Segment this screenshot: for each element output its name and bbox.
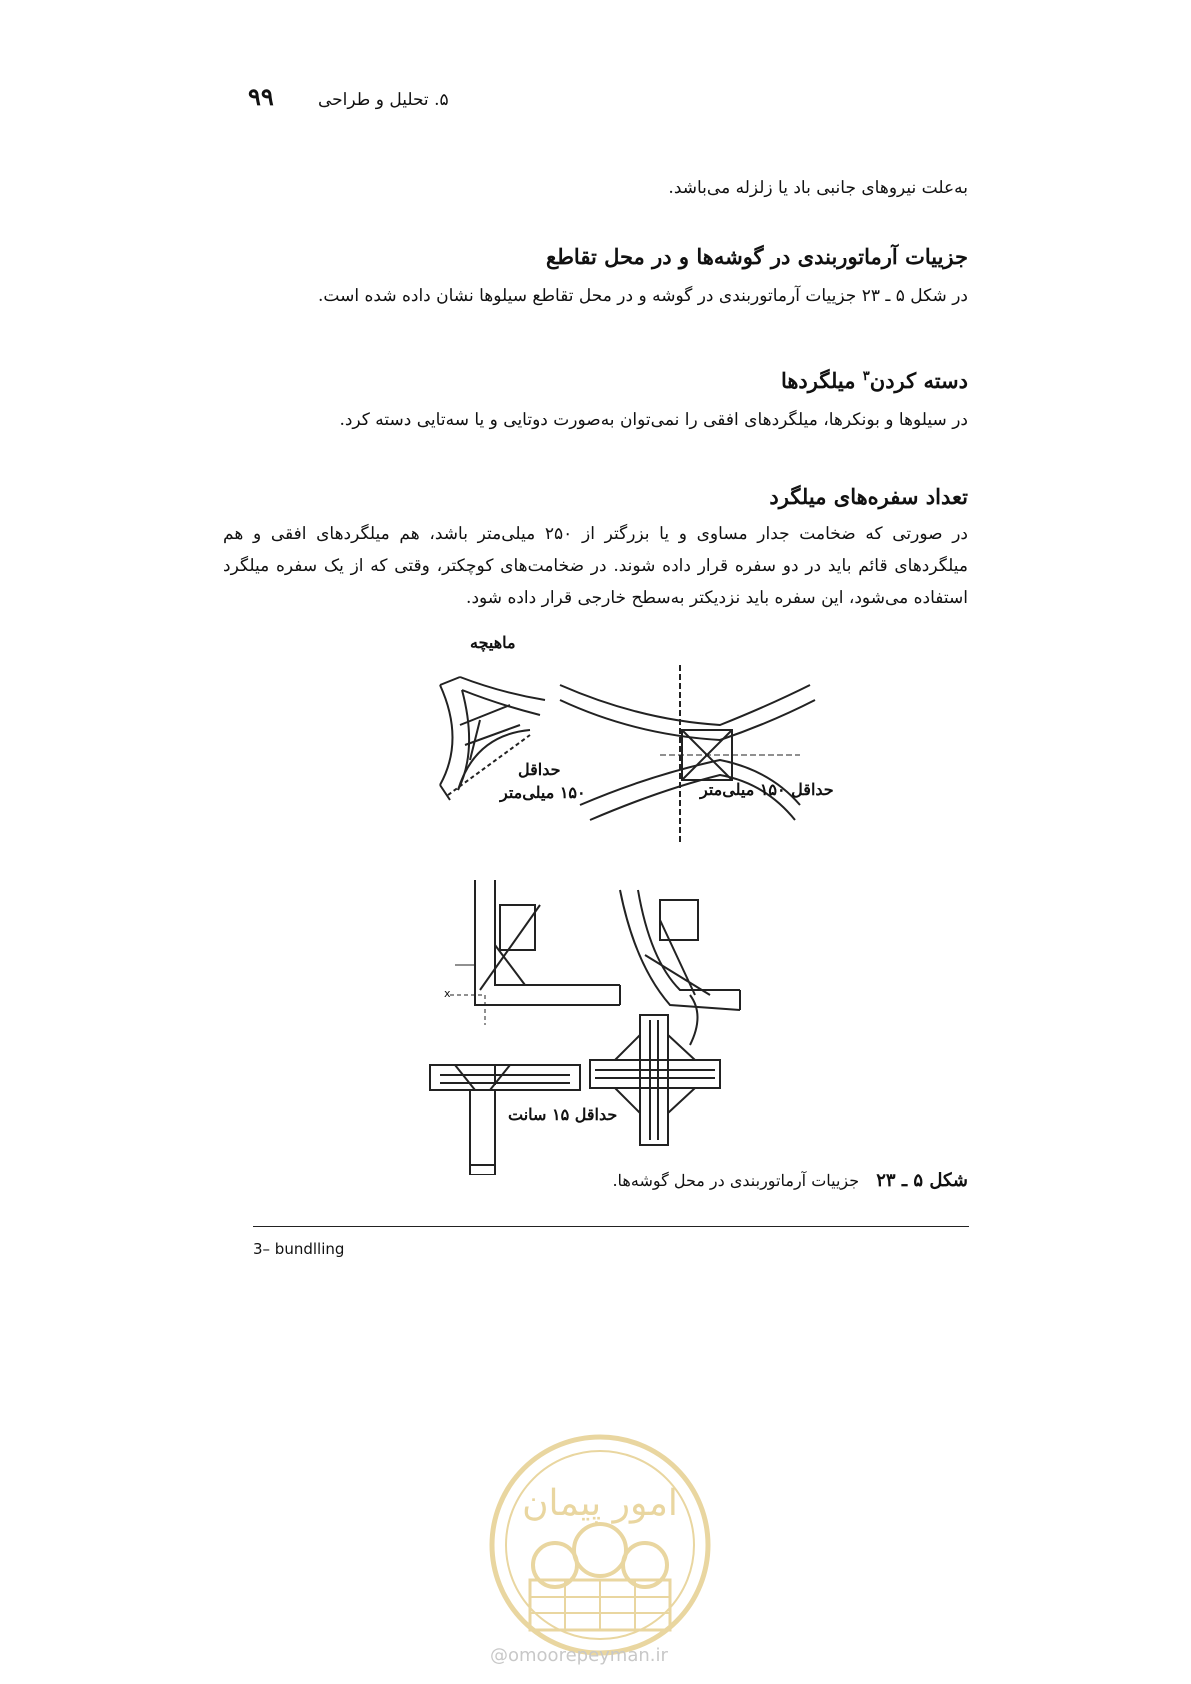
footnote-divider [253, 1226, 969, 1227]
haunch-label: ماهیچه [470, 633, 516, 652]
min-150mm-label-line2: ۱۵۰ میلی‌متر [500, 783, 586, 802]
axis-x-label: x [444, 987, 451, 1000]
footnote-marker: ۳ [862, 369, 870, 384]
section2-heading-main: دسته کردن [869, 368, 968, 393]
section2-heading [781, 368, 968, 393]
page-number: ۹۹ [248, 82, 274, 111]
section3-text: در صورتی که ضخامت جدار مساوی و یا بزرگتر از ۲۵۰ میلی‌متر باشد، هم میلگردهای افقی و هم میلگردهای قائم باید در دو سفره قرار داده شوند. در ضخامت‌های کوچکتر، وقتی که از یک سفره میلگرد استفاده می‌شود، این سفره باید نزدیکتر به‌سطح خارجی قرار داده شود. [223, 524, 968, 608]
footnote: 3– bundlling [253, 1240, 345, 1258]
watermark-seal [485, 1430, 715, 1660]
oblique-corner-detail [620, 890, 740, 1010]
chapter-title: ۵. تحلیل و طراحی [318, 90, 449, 110]
seal-logo-icon [485, 1430, 715, 1660]
figure-caption [612, 1170, 968, 1191]
caption-text: جزییات آرماتوربندی در محل گوشه‌ها. [612, 1171, 860, 1190]
min-150mm-label-right: حداقل ۱۵۰ میلی‌متر [700, 780, 834, 799]
min-15cm-label: حداقل ۱۵ سانت [508, 1105, 618, 1124]
intro-line: به‌علت نیروهای جانبی باد یا زلزله می‌باشد. [668, 178, 968, 198]
right-angle-corner-detail [450, 880, 620, 1025]
svg-text:امور پیمان: امور پیمان [522, 1483, 678, 1524]
section2-heading-tail: میلگردها [780, 368, 863, 393]
section1-heading: جزییات آرماتوربندی در گوشه‌ها و در محل تقاطع [546, 244, 968, 269]
section3-heading: تعداد سفره‌های میلگرد [769, 484, 968, 509]
reinforcement-figure [420, 633, 840, 1175]
watermark-url: @omoorepeyman.ir [490, 1645, 668, 1666]
min-150mm-label-line1: حداقل [518, 760, 561, 779]
caption-number: شکل ۵ ـ ۲۳ [876, 1170, 968, 1191]
x-junction-detail [560, 665, 815, 845]
section2-text: در سیلوها و بونکرها، میلگردهای افقی را نمی‌توان به‌صورت دوتایی و یا سه‌تایی دسته کرد. [339, 410, 968, 430]
reinforcement-drawing [420, 665, 840, 1175]
three-way-junction-detail [440, 677, 545, 800]
section1-text: در شکل ۵ ـ ۲۳ جزییات آرماتوربندی در گوشه و در محل تقاطع سیلوها نشان داده شده است. [318, 286, 968, 306]
